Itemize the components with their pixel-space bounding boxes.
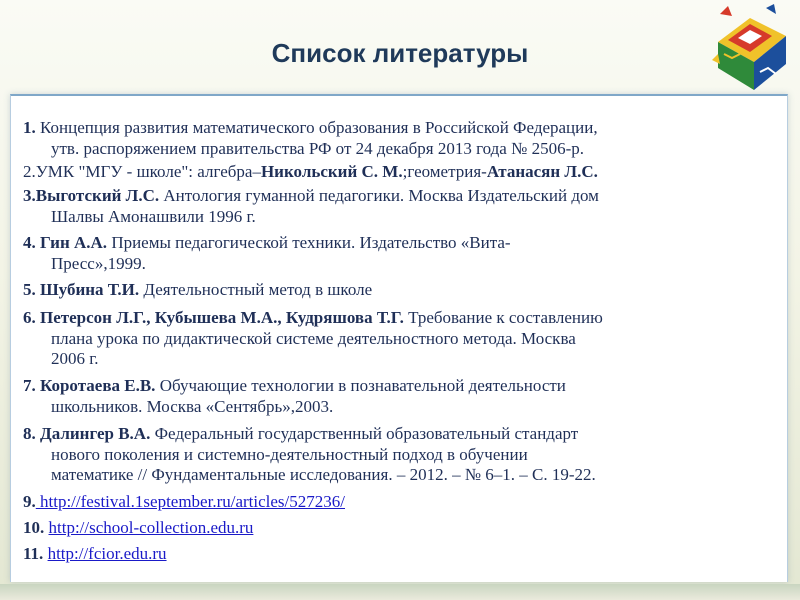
reference-number: 2. — [23, 162, 36, 181]
reference-number: 5. — [23, 280, 36, 299]
reference-number: 1. — [23, 118, 36, 137]
reference-author: Петерсон Л.Г., Кубышева М.А., Кудряшова Т.Г. — [35, 308, 404, 327]
reference-item — [23, 308, 783, 370]
reference-item — [23, 518, 783, 539]
reference-text: Концепция развития математического образования в Российской Федерации, — [40, 118, 598, 137]
reference-number: 7. — [23, 376, 36, 395]
reference-text: Пресс»,1999. — [51, 253, 146, 273]
reference-item — [23, 424, 783, 486]
reference-author: Выготский Л.С. — [35, 186, 160, 205]
reference-item — [23, 280, 783, 301]
reference-author: Никольский С. М. — [260, 162, 403, 181]
slide-title: Список литературы — [271, 38, 529, 68]
references-panel — [10, 94, 788, 582]
reference-item — [23, 233, 783, 274]
reference-link[interactable]: http://festival.1september.ru/articles/527236/ — [35, 492, 345, 511]
reference-text: Антология гуманной педагогики. Москва Издательский дом — [159, 186, 599, 205]
reference-author: Шубина Т.И. — [35, 280, 140, 299]
reference-item — [23, 492, 783, 513]
reference-link[interactable]: http://fcior.edu.ru — [47, 544, 167, 563]
reference-text: Требование к составлению — [403, 308, 603, 327]
reference-number: 3. — [23, 186, 36, 205]
reference-author: Атанасян Л.С. — [486, 162, 598, 181]
reference-text: Федеральный государственный образовательный стандарт — [150, 424, 579, 443]
reference-text: Шалвы Амонашвили 1996 г. — [51, 206, 256, 226]
reference-text: ;геометрия- — [402, 162, 487, 181]
footer-decoration — [0, 584, 800, 600]
reference-text: математике // Фундаментальные исследования. – 2012. – № 6–1. – С. 19-22. — [51, 465, 596, 484]
reference-author: Коротаева Е.В. — [35, 376, 156, 395]
reference-author: Гин А.А. — [35, 233, 108, 252]
reference-author: Далингер В.А. — [35, 424, 151, 443]
reference-item — [23, 544, 783, 565]
reference-number: 9. — [23, 492, 36, 511]
reference-text: школьников. Москва «Сентябрь»,2003. — [51, 396, 334, 416]
reference-item — [23, 162, 783, 183]
reference-text: нового поколения и системно-деятельностный подход в обучении — [51, 444, 528, 464]
reference-text: 2006 г. — [51, 349, 99, 368]
reference-text: Приемы педагогической техники. Издательство «Вита- — [107, 233, 511, 252]
reference-number: 4. — [23, 233, 36, 252]
reference-text: Обучающие технологии в познавательной деятельности — [155, 376, 566, 395]
reference-number: 8. — [23, 424, 36, 443]
reference-text: плана урока по дидактической системе деятельностного метода. Москва — [51, 328, 576, 348]
reference-text: утв. распоряжением правительства РФ от 24 декабря 2013 года № 2506-р. — [51, 138, 584, 158]
reference-item — [23, 376, 783, 417]
reference-item — [23, 186, 783, 227]
reference-text: УМК "МГУ - школе": алгебра– — [35, 162, 261, 181]
reference-number: 10. — [23, 518, 45, 537]
reference-number: 11. — [23, 544, 44, 563]
reference-link[interactable]: http://school-collection.edu.ru — [48, 518, 254, 537]
reference-number: 6. — [23, 308, 36, 327]
reference-text: Деятельностный метод в школе — [139, 280, 373, 299]
math-cube-logo-icon — [710, 2, 790, 94]
reference-item — [23, 118, 783, 159]
